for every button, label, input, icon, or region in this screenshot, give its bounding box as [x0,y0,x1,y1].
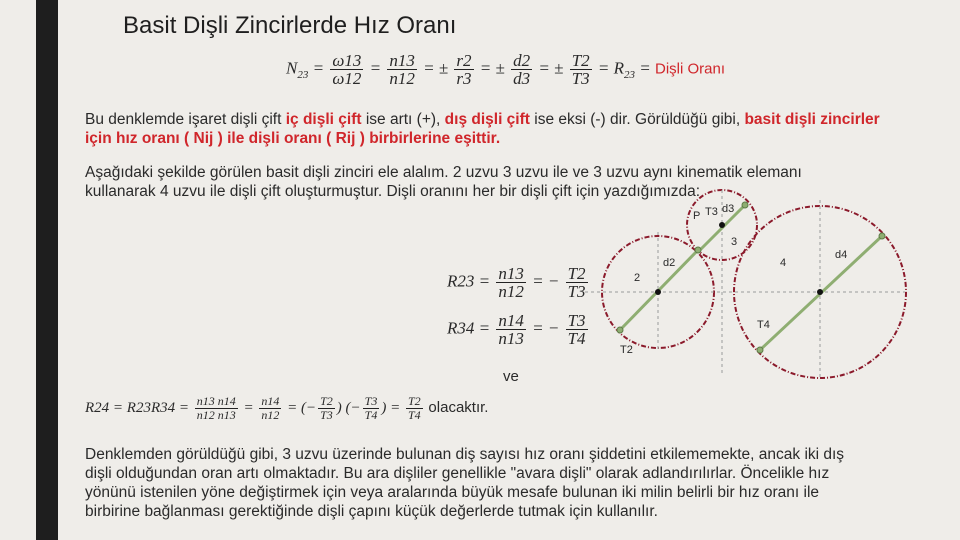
label-p: P [693,210,701,222]
label-d4: d4 [835,249,848,261]
label-4: 4 [780,257,787,269]
paragraph-idler-line1: Denklemden görüldüğü gibi, 3 uzvu üzerinde bulunan diş sayısı hız oranı şiddetini etkilememekte, ancak iki dış [85,446,845,463]
paragraph-idler-line2: dişli olduğundan oran artı olmaktadır. Bu ara dişliler genellikle "avara dişli" olarak adlandırılırlar. Öncelikle hız [85,465,830,482]
label-3: 3 [731,236,738,248]
diameter-lines [620,205,882,350]
center-lines [585,190,905,380]
label-2: 2 [634,272,641,284]
equation-r24: R24 = R23R34 = $\frac{n13 n14}{n12 n13}$ = $\frac{n14}{n12}$ = (− $\frac{T2}{T3}$ ) (− $\frac{T3}{T4}$ ) = $\frac{T2}{T4}$ olacaktır. [85,394,489,422]
slide-title: Basit Dişli Zincirlerde Hız Oranı [123,12,457,39]
gear-centers [655,222,823,295]
paragraph-sign-rule-line2: için hız oranı ( Nij ) ile dişli oranı ( Rij ) birbirlerine eşittir. [85,130,501,147]
main-equation: $N_{23}$ = $\frac{\omega 13}{\omega 12}$ = $\frac{n13}{n12}$ = ± $\frac{r2}{r3}$ = ± $\frac{d2}{d3}$ = ± $\frac{T2}{T3}$ = $R_{23}$ = Dişli Oranı [286,51,726,88]
gear-ratio-label: Dişli Oranı [655,60,726,78]
paragraph-idler-line4: birbirine bağlanması gerektiğinde dişli çapını küçük değerlerde tutmak için kullanılır. [85,503,658,520]
connector-word: ve [503,368,519,385]
equation-r23: R23 = $\frac{n13}{n12}$ = − $\frac{T2}{T3}$ [447,264,586,301]
label-d2: d2 [663,257,676,269]
label-t3: T3 [705,206,718,218]
paragraph-sign-rule: Bu denklemde işaret dişli çift iç dişli çift ise artı (+), dış dişli çift ise eksi (-) dir. Görüldüğü gibi, basit dişli zincirler [85,111,880,128]
paragraph-idler-line3: yönünü istenilen yöne değiştirmek için veya aralarında büyük mesafe bulunan iki milin belirli bir hız oranı ile [85,484,820,501]
label-t4: T4 [757,319,770,331]
equation-r34: R34 = $\frac{n14}{n13}$ = − $\frac{T3}{T4}$ [447,311,586,348]
label-d3: d3 [722,203,735,215]
paragraph-gear-train-intro: Aşağıdaki şekilde görülen basit dişli zinciri ele alalım. 2 uzvu 3 uzvu ile ve 3 uzvu aynı kinematik elemanı [85,164,802,181]
paragraph-gear-train-intro-line2: kullanarak 4 uzvu ile dişli çift oluşturmuştur. Dişli oranını her bir dişli çift için yazdığımızda: [85,183,701,200]
label-t2: T2 [620,344,633,356]
